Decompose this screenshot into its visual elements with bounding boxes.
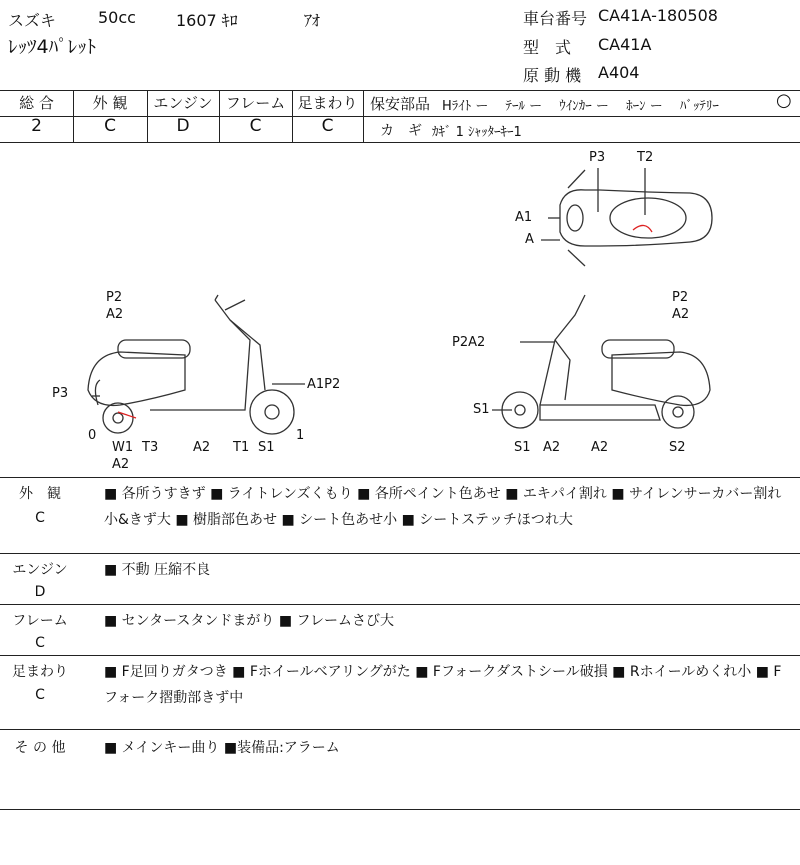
section-other-text: ■ メインキー曲り ■装備品:アラーム <box>104 740 340 756</box>
label-left-w1: W1 <box>112 440 134 455</box>
type-value: CA41A <box>598 35 652 54</box>
frame-no-label: 車台番号 <box>523 9 588 28</box>
label-right-s1b: S1 <box>514 440 531 455</box>
label-top-t2: T2 <box>637 150 654 165</box>
key-value: ｶｷﾞ 1 ｼｬｯﾀｰｷｰ1 <box>432 125 522 140</box>
label-right-a2b: A2 <box>543 440 561 455</box>
maker: スズキ <box>8 11 57 30</box>
battery-mark: ○ <box>776 90 792 111</box>
score-header-total: 総 合 <box>19 94 54 112</box>
label-left-a1p2: A1P2 <box>307 377 341 392</box>
label-right-p2a2: P2A2 <box>452 335 486 350</box>
engine-value: A404 <box>598 63 640 82</box>
frame-no: CA41A-180508 <box>598 6 718 25</box>
label-left-1: 1 <box>296 428 305 443</box>
color: ｱｵ <box>304 11 321 30</box>
label-right-s1: S1 <box>473 402 490 417</box>
divider <box>0 729 800 730</box>
score-header-engine: エンジン <box>153 94 213 112</box>
divider <box>0 604 800 605</box>
score-exterior: C <box>104 116 116 136</box>
divider <box>0 655 800 656</box>
section-engine-text: ■ 不動 圧縮不良 <box>104 562 211 578</box>
label-left-a2b: A2 <box>112 457 130 472</box>
section-frame-label: フレーム <box>12 613 68 629</box>
section-frame-text: ■ センタースタンドまがり ■ フレームさび大 <box>104 613 394 629</box>
scooter-top-view <box>541 168 712 266</box>
section-exterior-text: ■ 各所うすきず ■ ライトレンズくもり ■ 各所ペイント色あせ ■ エキパイ割れ ■ サイレンサーカバー割れ小&きず大 ■ 樹脂部色あせ ■ シート色あせ小 ■ シートステッチほつれ大 <box>104 486 782 528</box>
label-right-p2: P2 <box>672 290 689 305</box>
score-suspension: C <box>321 116 334 136</box>
label-left-t3: T3 <box>142 440 159 455</box>
type-label: 型 式 <box>523 38 572 57</box>
section-frame-grade: C <box>35 635 45 651</box>
label-left-p3: P3 <box>52 386 69 401</box>
safety-label: 保安部品 <box>370 95 431 113</box>
section-suspension-text: ■ F足回りガタつき ■ Fホイールベアリングがた ■ Fフォークダストシール破損 ■ Rホイールめくれ小 ■ Fフォーク摺動部きず中 <box>104 664 782 706</box>
section-engine-grade: D <box>34 584 46 600</box>
section-exterior-grade: C <box>35 510 45 526</box>
score-total: 2 <box>31 116 42 136</box>
section-exterior-label: 外 観 <box>19 486 61 502</box>
label-left-a2: A2 <box>106 307 124 322</box>
label-right-a2: A2 <box>672 307 690 322</box>
label-left-t1: T1 <box>233 440 250 455</box>
label-right-a2c: A2 <box>591 440 609 455</box>
score-header-suspension: 足まわり <box>297 94 358 112</box>
label-left-s1: S1 <box>258 440 275 455</box>
section-suspension-grade: C <box>35 687 45 703</box>
score-header-frame: フレーム <box>225 94 286 112</box>
divider <box>0 477 800 478</box>
label-top-a1: A1 <box>515 210 533 225</box>
section-other-label: そ の 他 <box>14 740 66 756</box>
label-left-a2c: A2 <box>193 440 211 455</box>
mileage: 1607 ｷﾛ <box>176 11 238 30</box>
section-engine-label: エンジン <box>12 562 68 578</box>
label-top-p3: P3 <box>589 150 606 165</box>
label-top-a: A <box>525 232 534 247</box>
model-name: ﾚｯﾂ4ﾊﾟﾚｯﾄ <box>8 36 97 58</box>
score-header-exterior: 外 観 <box>92 94 128 112</box>
divider <box>0 553 800 554</box>
label-left-0: 0 <box>88 428 97 443</box>
section-suspension-label: 足まわり <box>12 664 68 680</box>
divider <box>0 809 800 810</box>
score-engine: D <box>176 116 190 136</box>
displacement: 50cc <box>98 8 136 27</box>
engine-label: 原 動 機 <box>523 66 582 85</box>
score-frame: C <box>249 116 262 136</box>
key-label: カ ギ <box>380 123 422 139</box>
safety-items: Hﾗｲﾄ ー ﾃｰﾙ ー ｳｲﾝｶｰ ー ﾎｰﾝ ー ﾊﾞｯﾃﾘｰ <box>442 99 719 114</box>
label-right-s2: S2 <box>669 440 686 455</box>
label-left-p2: P2 <box>106 290 123 305</box>
